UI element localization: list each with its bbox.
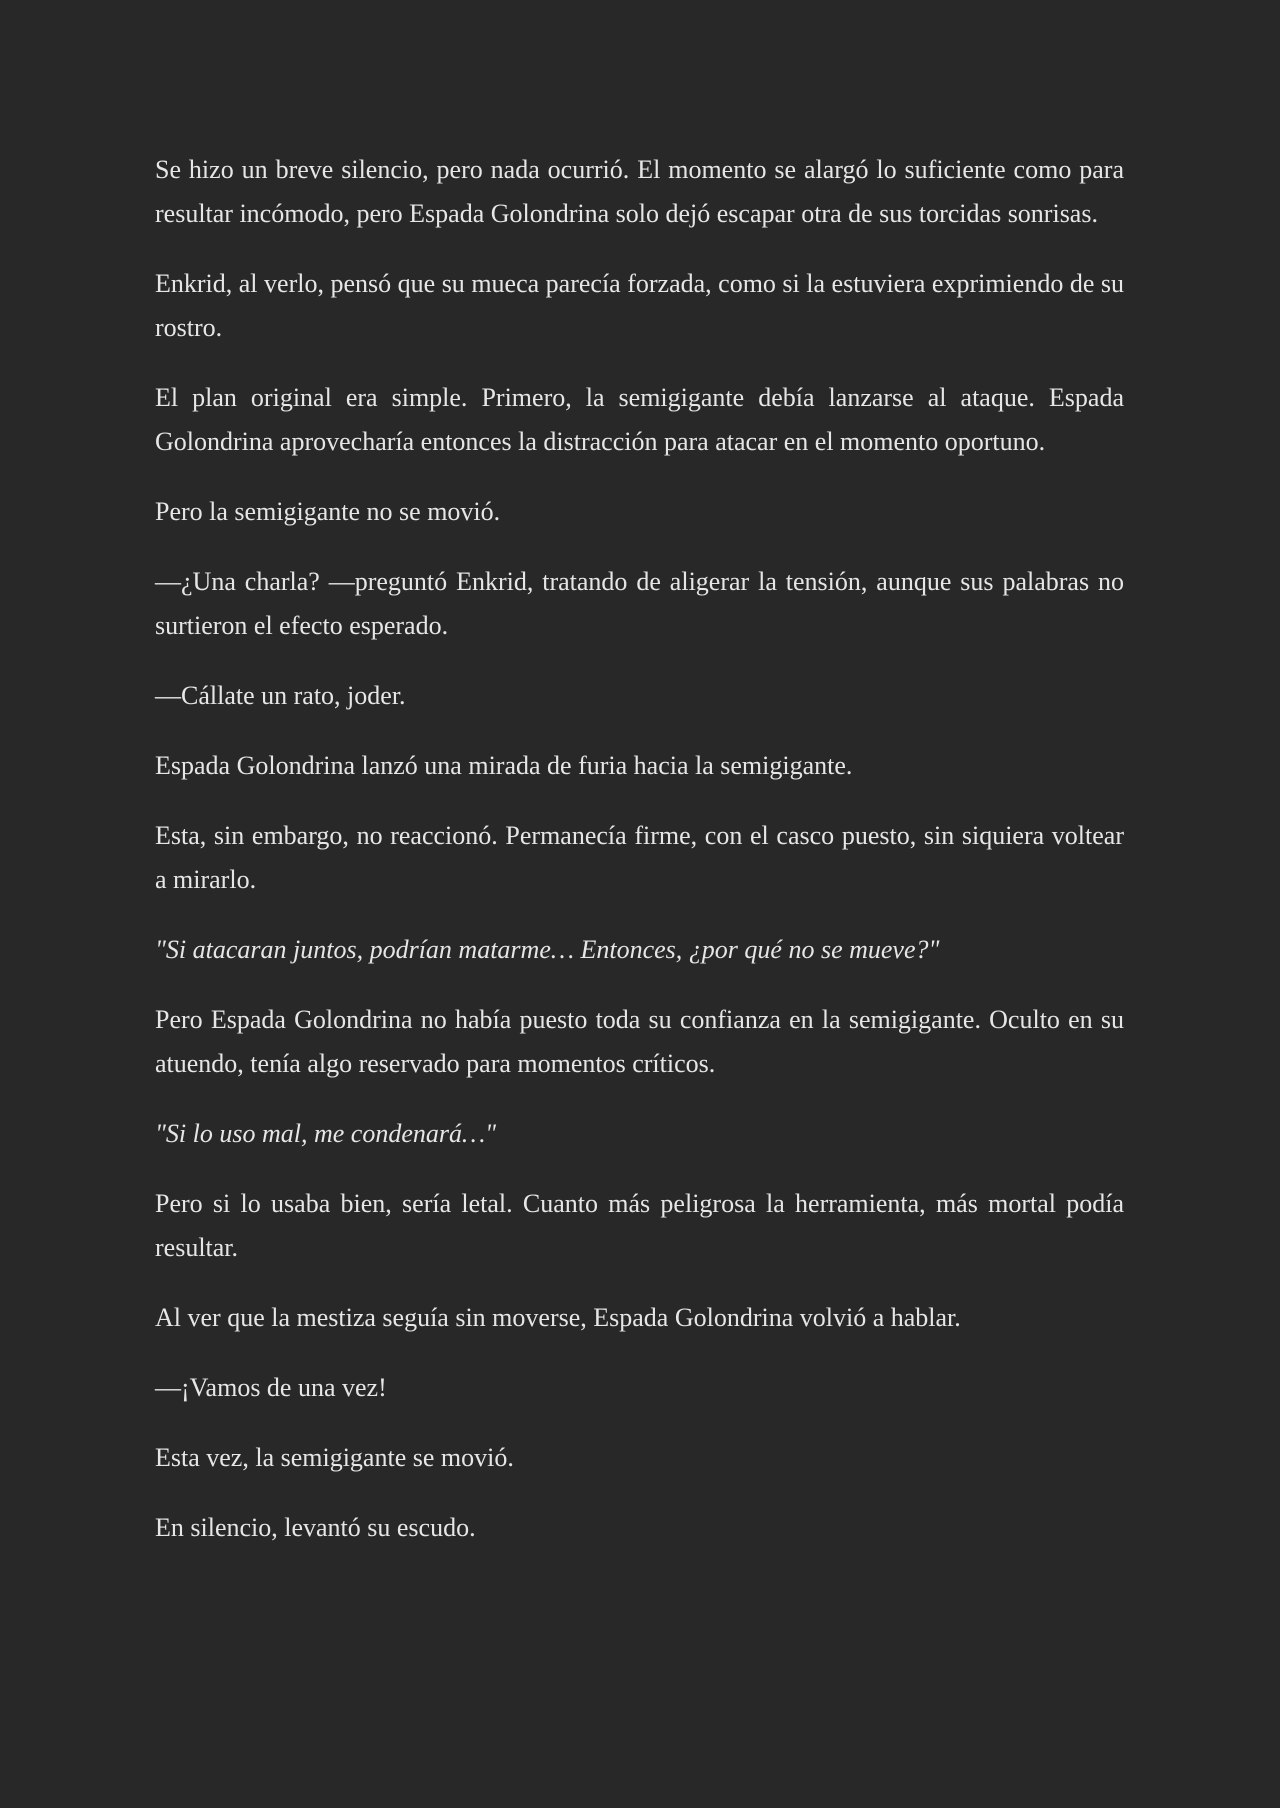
paragraph: Pero si lo usaba bien, sería letal. Cuanto más peligrosa la herramienta, más mortal podía resultar. — [155, 1189, 1124, 1262]
paragraph: Se hizo un breve silencio, pero nada ocurrió. El momento se alargó lo suficiente como para resultar incómodo, pero Espada Golondrina solo dejó escapar otra de sus torcidas sonrisas. — [155, 155, 1124, 228]
paragraph: Enkrid, al verlo, pensó que su mueca parecía forzada, como si la estuviera exprimiendo de su rostro. — [155, 269, 1124, 342]
paragraph: Pero Espada Golondrina no había puesto toda su confianza en la semigigante. Oculto en su atuendo, tenía algo reservado para momentos críticos. — [155, 1005, 1124, 1078]
paragraph: —¡Vamos de una vez! — [155, 1373, 387, 1402]
paragraph: Esta, sin embargo, no reaccionó. Permanecía firme, con el casco puesto, sin siquiera voltear a mirarlo. — [155, 821, 1124, 894]
paragraph: —¿Una charla? —preguntó Enkrid, tratando de aligerar la tensión, aunque sus palabras no surtieron el efecto esperado. — [155, 567, 1124, 640]
paragraph: —Cállate un rato, joder. — [155, 681, 406, 710]
paragraph: El plan original era simple. Primero, la semigigante debía lanzarse al ataque. Espada Golondrina aprovecharía entonces la distracción para atacar en el momento oportuno. — [155, 383, 1124, 456]
paragraph: Al ver que la mestiza seguía sin moverse, Espada Golondrina volvió a hablar. — [155, 1303, 961, 1332]
paragraph: Esta vez, la semigigante se movió. — [155, 1443, 514, 1472]
thought-paragraph: "Si lo uso mal, me condenará…" — [155, 1119, 497, 1148]
reader-text-column — [155, 148, 1124, 1576]
paragraph: En silencio, levantó su escudo. — [155, 1513, 476, 1542]
paragraph: Pero la semigigante no se movió. — [155, 497, 501, 526]
thought-paragraph: "Si atacaran juntos, podrían matarme… Entonces, ¿por qué no se mueve?" — [155, 935, 940, 964]
paragraph: Espada Golondrina lanzó una mirada de furia hacia la semigigante. — [155, 751, 853, 780]
